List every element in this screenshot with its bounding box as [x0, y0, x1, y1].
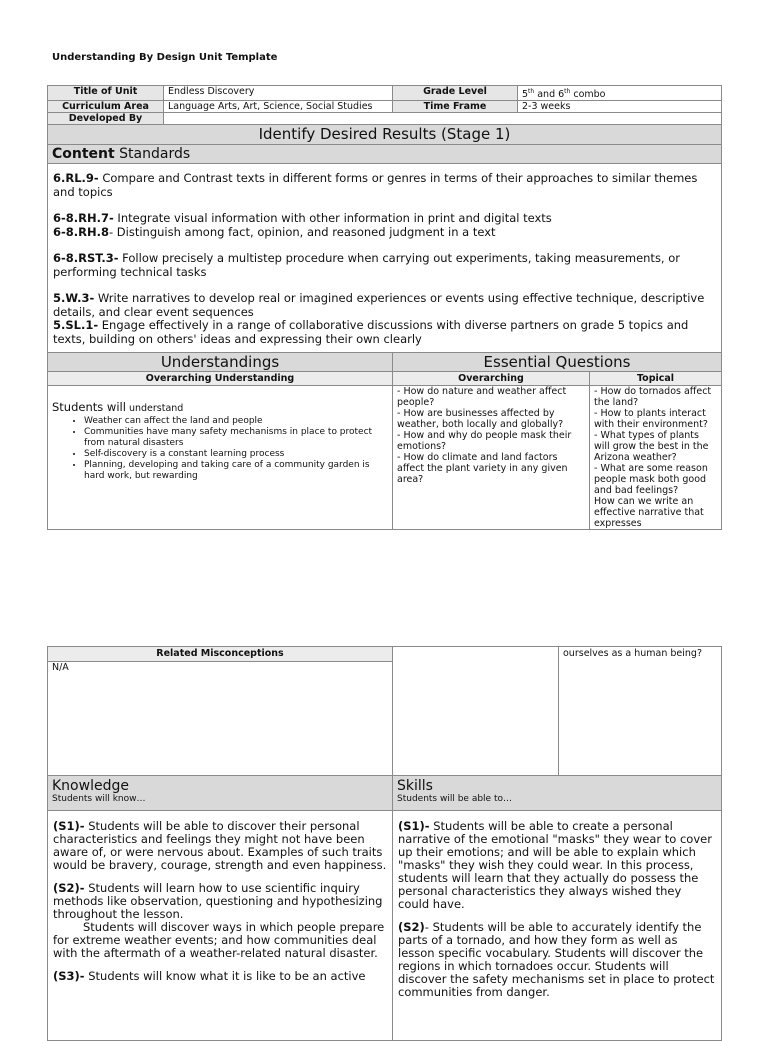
knowledge-heading: Knowledge [52, 778, 129, 794]
knowledge-item: Students will discover ways in which people prepare for extreme weather events; and how communities deal with the aftermath of a weather-related natural disaster. [53, 920, 385, 960]
understandings-heading: Understandings [48, 353, 393, 372]
topical-label: Topical [590, 372, 722, 386]
overarching-label: Overarching [393, 372, 590, 386]
skills-header [393, 776, 722, 811]
overarching-questions: - How do nature and weather affect people? - How are businesses affected by weather, both locally and globally? - How and why do people mask their emotions? - How do climate and land factors affect the plant variety in any given area? [393, 386, 590, 530]
title-label: Title of Unit [48, 86, 164, 101]
grade-label: Grade Level [393, 86, 518, 101]
standard-item: 6-8.RST.3- Follow precisely a multistep procedure when carrying out experiments, taking measurements, or performing technical tasks [53, 251, 681, 279]
overarching-continued [393, 647, 559, 776]
topical-questions: - How do tornados affect the land? - How to plants interact with their environment? - What types of plants will grow the best in the Arizona weather? - What are some reason people mask both good and bad feelings? How can we write an effective narrative that expresses [590, 386, 722, 530]
skills-item: (S1)- Students will be able to create a personal narrative of the emotional "masks" they wear to cover up their emotions; and will be able to explain which "masks" they wish they could wear. In this process, students will learn that they actually do possess the personal characteristics they always wished they could have. [398, 819, 712, 911]
knowledge-content [48, 811, 393, 1041]
knowledge-item: (S1)- Students will be able to discover their personal characteristics and feelings they might not have been aware of, or were nervous about. Examples of such traits would be bravery, courage, strength and even happiness. [53, 819, 387, 872]
misconceptions-value: N/A [48, 662, 393, 776]
topical-continued: ourselves as a human being? [559, 647, 722, 776]
list-item: • Communities have many safety mechanisms in place to protect from natural disasters [84, 427, 388, 449]
grade-value: 5th and 6th combo [518, 86, 722, 101]
list-item: • Weather can affect the land and people [84, 416, 388, 427]
time-frame-label: Time Frame [393, 101, 518, 113]
list-item: • Planning, developing and taking care of a community garden is hard work, but rewarding [84, 460, 388, 482]
unit-table-upper [47, 85, 722, 530]
developed-by-label: Developed By [48, 113, 164, 125]
standard-item: 6.RL.9- Compare and Contrast texts in different forms or genres in terms of their approaches to similar themes and topics [53, 171, 698, 199]
standards-list [48, 164, 722, 353]
content-standards-heading: Content Standards [48, 145, 722, 164]
stage1-heading: Identify Desired Results (Stage 1) [48, 125, 722, 145]
curriculum-area-value: Language Arts, Art, Science, Social Studies [164, 101, 393, 113]
list-item: • Self-discovery is a constant learning process [84, 449, 388, 460]
unit-table-lower [47, 646, 722, 1041]
curriculum-area-label: Curriculum Area [48, 101, 164, 113]
knowledge-item: (S2)- Students will learn how to use scientific inquiry methods like observation, questioning and hypothesizing throughout the lesson. [53, 881, 383, 921]
title-value: Endless Discovery [164, 86, 393, 101]
knowledge-header [48, 776, 393, 811]
standard-item: 6-8.RH.8- Distinguish among fact, opinion, and reasoned judgment in a text [53, 224, 496, 239]
knowledge-subheading: Students will know… [52, 794, 146, 804]
overarching-understanding-label: Overarching Understanding [48, 372, 393, 386]
document-title: Understanding By Design Unit Template [52, 52, 278, 63]
misconceptions-heading: Related Misconceptions [48, 647, 393, 662]
skills-subheading: Students will be able to… [397, 794, 512, 804]
understandings-content [48, 386, 393, 530]
standard-item: 6-8.RH.7- Integrate visual information with other information in print and digital texts [53, 211, 552, 226]
standard-item: 5.SL.1- Engage effectively in a range of collaborative discussions with diverse partners on grade 5 topics and texts, building on others' ideas and expressing their own clearly [53, 318, 689, 346]
knowledge-item: (S3)- Students will know what it is like to be an active [53, 969, 366, 983]
skills-content [393, 811, 722, 1041]
understandings-intro: Students will understand [52, 400, 184, 415]
skills-heading: Skills [397, 778, 433, 794]
essential-questions-heading: Essential Questions [393, 353, 722, 372]
developed-by-value [164, 113, 722, 125]
time-frame-value: 2-3 weeks [518, 101, 722, 113]
understandings-list [52, 416, 388, 482]
standard-item: 5.W.3- Write narratives to develop real or imagined experiences or events using effective technique, descriptive details, and clear event sequences [53, 291, 705, 319]
skills-item: (S2)- Students will be able to accurately identify the parts of a tornado, and how they form as well as lesson specific vocabulary. Students will discover the regions in which tornadoes occur. Students will discover the safety mechanisms set in place to protect communities from danger. [398, 920, 715, 999]
